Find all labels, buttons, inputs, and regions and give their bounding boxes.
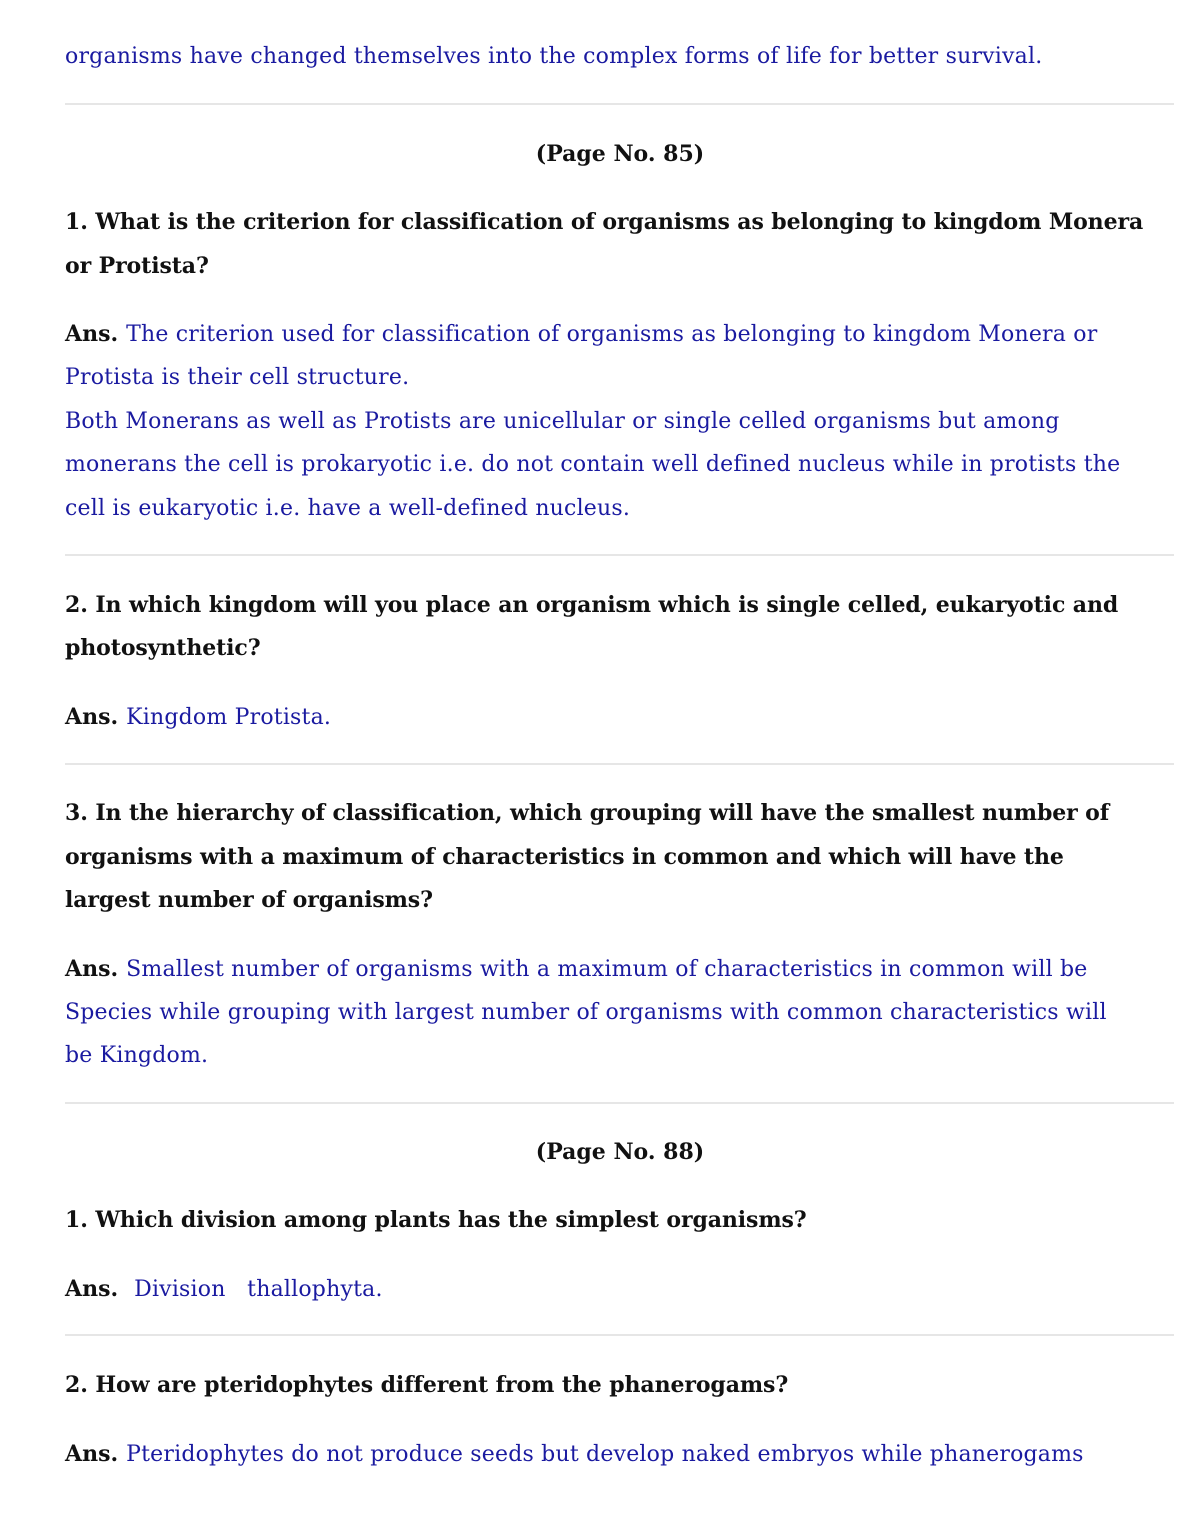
intro-line: organisms have changed themselves into the complex forms of life for better survival.	[65, 44, 1043, 69]
answer-text: The criterion used for classification of organisms as belonging to kingdom Monera or	[126, 322, 1098, 347]
answer-88-2	[65, 1439, 1084, 1470]
answer-3-line-1	[65, 954, 1088, 985]
question-88-2: 2. How are pteridophytes different from the phanerogams?	[65, 1372, 789, 1398]
question-88-1: 1. Which division among plants has the simplest organisms?	[65, 1207, 807, 1233]
answer-text: Pteridophytes do not produce seeds but develop naked embryos while phanerogams	[126, 1442, 1084, 1467]
divider	[65, 1102, 1174, 1104]
answer-1-line-3: Both Monerans as well as Protists are unicellular or single celled organisms but among	[65, 409, 1060, 434]
question-3-line-3: largest number of organisms?	[65, 887, 433, 913]
question-1-line-1: 1. What is the criterion for classification of organisms as belonging to kingdom Monera	[65, 209, 1144, 235]
answer-label: Ans.	[65, 1441, 119, 1467]
answer-text: Kingdom Protista.	[126, 705, 332, 730]
answer-label: Ans.	[65, 704, 119, 730]
answer-2	[65, 702, 331, 733]
question-3-line-1: 3. In the hierarchy of classification, which grouping will have the smallest number of	[65, 800, 1110, 826]
answer-label: Ans.	[65, 1276, 119, 1302]
divider	[65, 103, 1174, 105]
answer-label: Ans.	[65, 956, 119, 982]
answer-88-1	[65, 1274, 383, 1305]
question-3-line-2: organisms with a maximum of characteristics in common and which will have the	[65, 844, 1064, 870]
answer-text: Smallest number of organisms with a maximum of characteristics in common will be	[126, 957, 1088, 982]
answer-label: Ans.	[65, 321, 119, 347]
answer-3-line-3: be Kingdom.	[65, 1043, 209, 1068]
question-1-line-2: or Protista?	[65, 253, 209, 279]
divider	[65, 554, 1174, 556]
answer-1-line-5: cell is eukaryotic i.e. have a well-defined nucleus.	[65, 496, 631, 521]
answer-text: Division thallophyta.	[134, 1277, 383, 1302]
answer-1-line-4: monerans the cell is prokaryotic i.e. do not contain well defined nucleus while in protists the	[65, 452, 1121, 477]
answer-1-line-1	[65, 319, 1097, 350]
question-2-line-2: photosynthetic?	[65, 635, 261, 661]
divider	[65, 1334, 1174, 1336]
question-2-line-1: 2. In which kingdom will you place an organism which is single celled, eukaryotic and	[65, 592, 1119, 618]
answer-1-line-2: Protista is their cell structure.	[65, 365, 410, 390]
divider	[65, 763, 1174, 765]
page-heading-85: (Page No. 85)	[535, 141, 705, 167]
page-heading-88: (Page No. 88)	[535, 1139, 705, 1165]
answer-3-line-2: Species while grouping with largest number of organisms with common characteristics will	[65, 1000, 1107, 1025]
